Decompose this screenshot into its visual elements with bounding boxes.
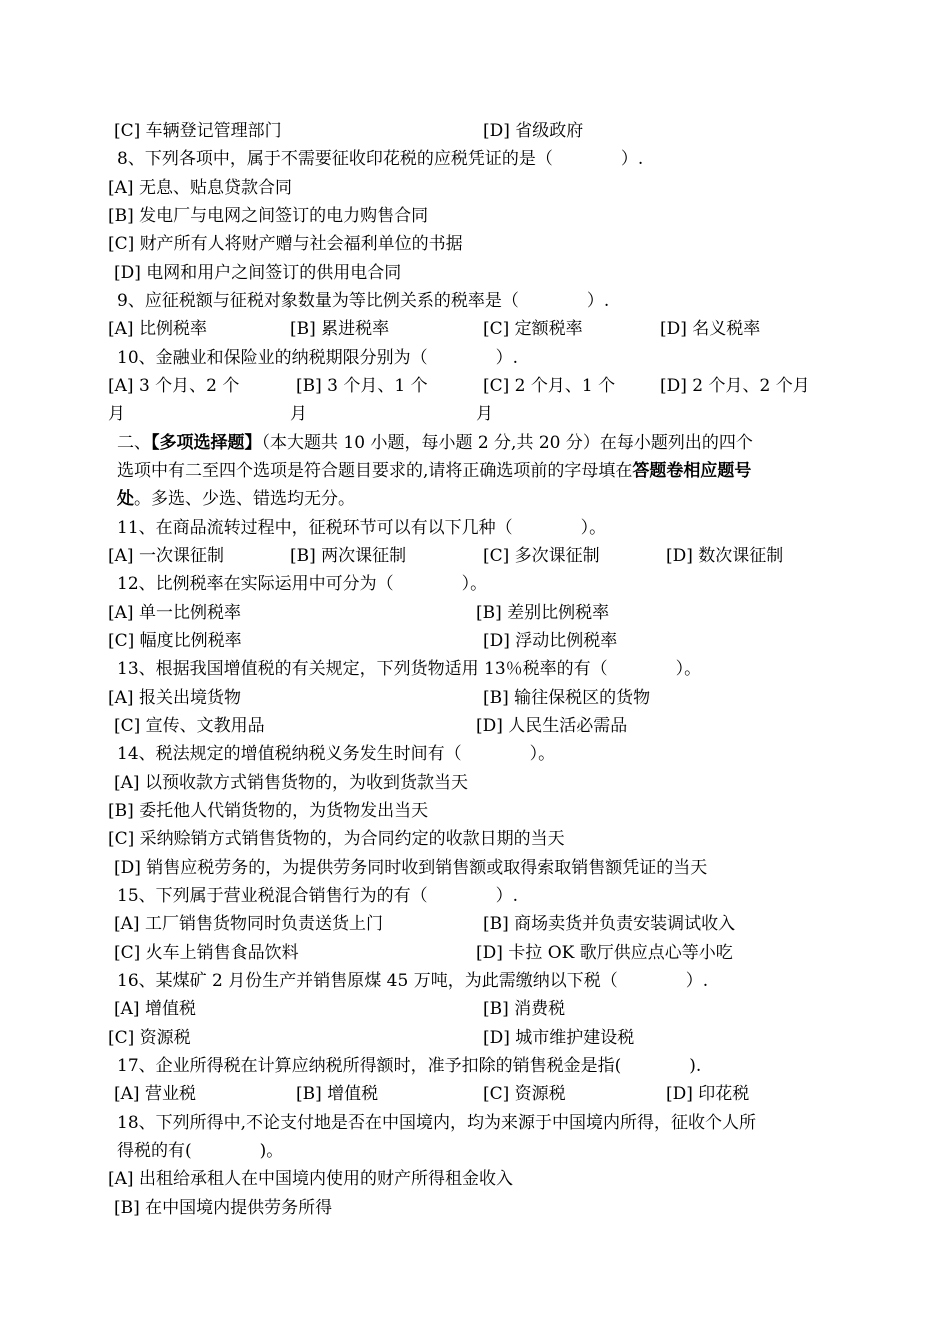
q15-option-d: [D] 卡拉 OK 歌厅供应点心等小吃 bbox=[476, 943, 733, 963]
q17-option-b: [B] 增值税 bbox=[296, 1084, 379, 1104]
q9-option-b: [B] 累进税率 bbox=[290, 319, 390, 339]
section-number: 二、 bbox=[117, 433, 151, 453]
q12-option-a: [A] 单一比例税率 bbox=[108, 603, 241, 623]
q8-stem: 8、下列各项中，属于不需要征收印花税的应税凭证的是（ ）. bbox=[117, 149, 644, 169]
q18-option-a: [A] 出租给承租人在中国境内使用的财产所得租金收入 bbox=[108, 1169, 513, 1189]
q13-option-b: [B] 输往保税区的货物 bbox=[483, 688, 651, 708]
q14-option-b: [B] 委托他人代销货物的，为货物发出当天 bbox=[108, 801, 429, 821]
q12-stem: 12、比例税率在实际运用中可分为（ ）。 bbox=[117, 574, 488, 594]
q15-stem: 15、下列属于营业税混合销售行为的有（ ）. bbox=[117, 886, 519, 906]
q14-option-d: [D] 销售应税劳务的，为提供劳务同时收到销售额或取得索取销售额凭证的当天 bbox=[114, 858, 708, 878]
q14-option-a: [A] 以预收款方式销售货物的，为收到货款当天 bbox=[114, 773, 468, 793]
q8-option-b: [B] 发电厂与电网之间签订的电力购售合同 bbox=[108, 206, 429, 226]
q10-option-d: [D] 2 个月、2 个月 bbox=[660, 376, 810, 396]
q13-option-d: [D] 人民生活必需品 bbox=[476, 716, 628, 736]
q15-option-b: [B] 商场卖货并负责安装调试收入 bbox=[483, 914, 736, 934]
q15-option-c: [C] 火车上销售食品饮料 bbox=[114, 943, 299, 963]
q17-option-a: [A] 营业税 bbox=[114, 1084, 196, 1104]
q16-option-c: [C] 资源税 bbox=[108, 1028, 191, 1048]
q10-option-c: [C] 2 个月、1 个 bbox=[483, 376, 616, 396]
section-instructions: （本大题共 10 小题，每小题 2 分,共 20 分）在每小题列出的四个 bbox=[261, 433, 753, 453]
q12-option-b: [B] 差别比例税率 bbox=[476, 603, 610, 623]
q10-option-a: [A] 3 个月、2 个 bbox=[108, 376, 240, 396]
q16-stem: 16、某煤矿 2 月份生产并销售原煤 45 万吨，为此需缴纳以下税（ ）. bbox=[117, 971, 709, 991]
q9-option-d: [D] 名义税率 bbox=[660, 319, 761, 339]
q11-option-c: [C] 多次课征制 bbox=[483, 546, 600, 566]
q18-option-b: [B] 在中国境内提供劳务所得 bbox=[114, 1198, 333, 1218]
q8-option-d: [D] 电网和用户之间签订的供用电合同 bbox=[114, 263, 402, 283]
q10-option-c-wrap: 月 bbox=[476, 404, 493, 424]
q16-option-a: [A] 增值税 bbox=[114, 999, 196, 1019]
q12-option-c: [C] 幅度比例税率 bbox=[108, 631, 242, 651]
q11-option-a: [A] 一次课征制 bbox=[108, 546, 224, 566]
q13-option-c: [C] 宣传、文教用品 bbox=[114, 716, 265, 736]
q17-option-c: [C] 资源税 bbox=[483, 1084, 566, 1104]
q9-stem: 9、应征税额与征税对象数量为等比例关系的税率是（ ）. bbox=[117, 291, 610, 311]
q12-option-d: [D] 浮动比例税率 bbox=[483, 631, 618, 651]
q18-stem: 18、下列所得中,不论支付地是否在中国境内，均为来源于中国境内所得，征收个人所 bbox=[117, 1113, 757, 1133]
section-instructions-line3 bbox=[117, 488, 355, 510]
q16-option-d: [D] 城市维护建设税 bbox=[483, 1028, 635, 1048]
q8-option-a: [A] 无息、贴息贷款合同 bbox=[108, 178, 292, 198]
q14-stem: 14、税法规定的增值税纳税义务发生时间有（ ）。 bbox=[117, 744, 556, 764]
q15-option-a: [A] 工厂销售货物同时负责送货上门 bbox=[114, 914, 383, 934]
q8-option-c: [C] 财产所有人将财产赠与社会福利单位的书据 bbox=[108, 234, 463, 254]
q13-stem: 13、根据我国增值税的有关规定，下列货物适用 13％税率的有（ ）。 bbox=[117, 659, 702, 679]
q7-option-d: [D] 省级政府 bbox=[483, 121, 584, 141]
q11-stem: 11、在商品流转过程中，征税环节可以有以下几种（ ）。 bbox=[117, 518, 607, 538]
q9-option-a: [A] 比例税率 bbox=[108, 319, 207, 339]
q10-option-b: [B] 3 个月、1 个 bbox=[296, 376, 428, 396]
q18-stem-cont: 得税的有( )。 bbox=[117, 1141, 284, 1161]
answer-sheet-emphasis: 答题卷相应题号 bbox=[632, 461, 752, 481]
q10-option-b-wrap: 月 bbox=[290, 404, 307, 424]
section-instructions-text: 选项中有二至四个选项是符合题目要求的,请将正确选项前的字母填在 bbox=[117, 461, 633, 481]
q14-option-c: [C] 采纳赊销方式销售货物的，为合同约定的收款日期的当天 bbox=[108, 829, 565, 849]
q11-option-b: [B] 两次课征制 bbox=[290, 546, 407, 566]
q11-option-d: [D] 数次课征制 bbox=[666, 546, 784, 566]
answer-sheet-emphasis-end: 处 bbox=[117, 489, 134, 509]
section-two-heading bbox=[117, 432, 753, 454]
section-instructions-line2 bbox=[117, 460, 751, 482]
q10-option-a-wrap: 月 bbox=[108, 404, 125, 424]
q17-option-d: [D] 印花税 bbox=[666, 1084, 750, 1104]
q10-stem: 10、金融业和保险业的纳税期限分别为（ ）. bbox=[117, 348, 519, 368]
section-instructions-end: 。多选、少选、错选均无分。 bbox=[134, 489, 355, 509]
q7-option-c: [C] 车辆登记管理部门 bbox=[114, 121, 282, 141]
q9-option-c: [C] 定额税率 bbox=[483, 319, 583, 339]
q17-stem: 17、企业所得税在计算应纳税所得额时，准予扣除的销售税金是指( ). bbox=[117, 1056, 702, 1076]
q13-option-a: [A] 报关出境货物 bbox=[108, 688, 241, 708]
section-title: 【多项选择题】 bbox=[151, 433, 262, 453]
q16-option-b: [B] 消费税 bbox=[483, 999, 566, 1019]
